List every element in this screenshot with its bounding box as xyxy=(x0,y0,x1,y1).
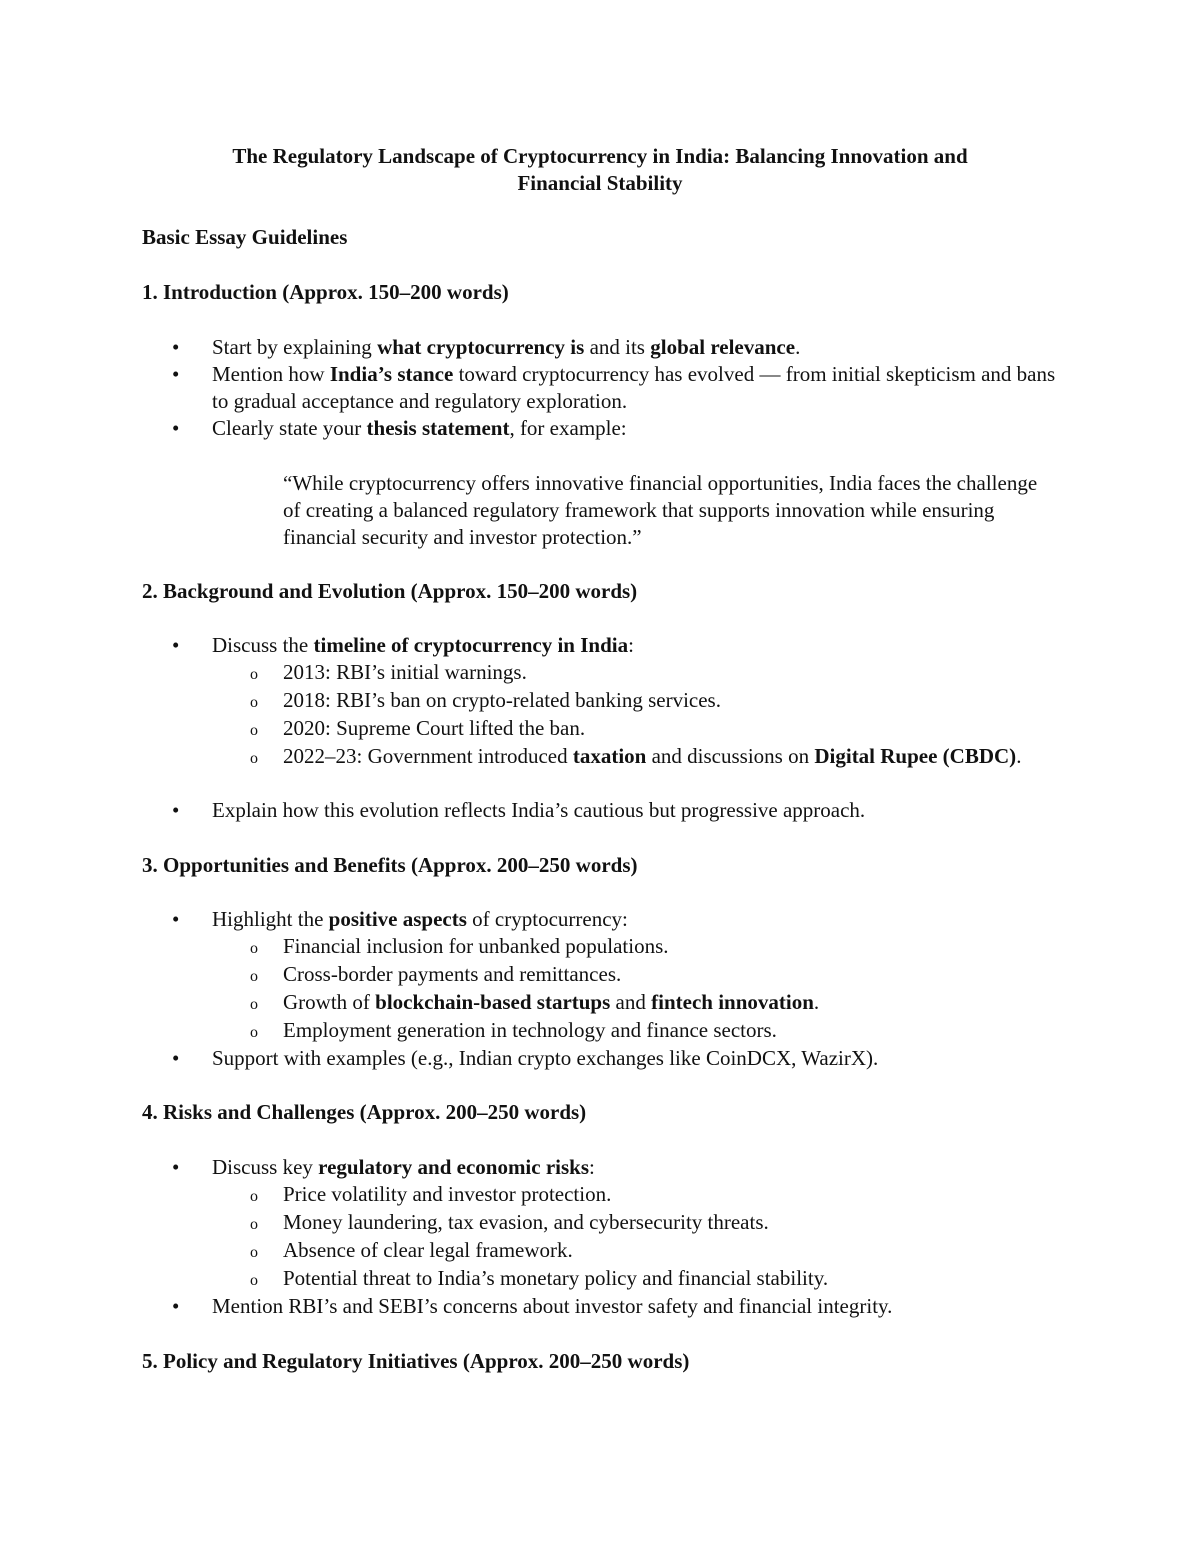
section-3-sub-3 xyxy=(283,989,1063,1016)
text: toward cryptocurrency has evolved — from initial skepticism and bans to gradual acceptance and regulatory exploration. xyxy=(212,362,1056,413)
section-2-sub-2: o 2018: RBI’s ban on crypto-related banking services. xyxy=(283,687,1063,714)
section-5-heading: 5. Policy and Regulatory Initiatives (Approx. 200–250 words) xyxy=(142,1349,690,1373)
text: and discussions on xyxy=(646,744,815,768)
section-4-sub-1: o Price volatility and investor protection. xyxy=(283,1181,1063,1208)
bold-text: blockchain-based startups xyxy=(375,990,611,1014)
bold-text: thesis statement xyxy=(366,416,510,440)
section-2-sub-3: o 2020: Supreme Court lifted the ban. xyxy=(283,715,1063,742)
section-4-sub-4: o Potential threat to India’s monetary policy and financial stability. xyxy=(283,1265,1063,1292)
section-2-sub-1: o 2013: RBI’s initial warnings. xyxy=(283,659,1063,686)
document-title xyxy=(140,143,1060,197)
section-1-bullet-3 xyxy=(212,415,1062,442)
section-4-heading: 4. Risks and Challenges (Approx. 200–250 words) xyxy=(142,1100,587,1124)
section-4-bullet-2: • Mention RBI’s and SEBI’s concerns about investor safety and financial integrity. xyxy=(212,1293,1062,1320)
section-3-sub-4: o Employment generation in technology and finance sectors. xyxy=(283,1017,1063,1044)
bold-text: positive aspects xyxy=(328,907,467,931)
text: Discuss the xyxy=(212,633,314,657)
text: : xyxy=(628,633,634,657)
section-1-bullet-2 xyxy=(212,361,1062,415)
title-line-2: Financial Stability xyxy=(517,171,683,195)
text: . xyxy=(1016,744,1022,768)
text: Growth of xyxy=(283,990,376,1014)
section-3-heading: 3. Opportunities and Benefits (Approx. 200–250 words) xyxy=(142,853,638,877)
text: of cryptocurrency: xyxy=(466,907,628,931)
section-3-sub-1: o Financial inclusion for unbanked populations. xyxy=(283,933,1063,960)
text: Mention how xyxy=(212,362,330,386)
bold-text: regulatory and economic risks xyxy=(318,1155,590,1179)
section-1-heading: 1. Introduction (Approx. 150–200 words) xyxy=(142,280,509,304)
text: Start by explaining xyxy=(212,335,378,359)
text: . xyxy=(813,990,820,1014)
section-4-bullet-1 xyxy=(212,1154,1062,1181)
text: Highlight the xyxy=(212,907,329,931)
bold-text: fintech innovation xyxy=(651,990,814,1014)
section-2-bullet-1 xyxy=(212,632,1062,659)
text: Clearly state your xyxy=(212,416,367,440)
section-2-heading: 2. Background and Evolution (Approx. 150–200 words) xyxy=(142,579,638,603)
text: and xyxy=(610,990,652,1014)
bold-text: what cryptocurrency is xyxy=(377,335,585,359)
bold-text: India’s stance xyxy=(329,362,454,386)
text: . xyxy=(795,335,801,359)
bold-text: Digital Rupee (CBDC) xyxy=(814,744,1017,768)
section-3-bullet-2: • Support with examples (e.g., Indian crypto exchanges like CoinDCX, WazirX). xyxy=(212,1045,1062,1072)
section-2-bullet-2: • Explain how this evolution reflects India’s cautious but progressive approach. xyxy=(212,797,1062,824)
section-3-sub-2: o Cross-border payments and remittances. xyxy=(283,961,1063,988)
thesis-quote: “While cryptocurrency offers innovative financial opportunities, India faces the challenge of creating a balanced regulatory framework that supports innovation while ensuring financial security and investor protection.” xyxy=(283,471,1038,549)
guidelines-heading: Basic Essay Guidelines xyxy=(142,225,348,249)
text: 2022–23: Government introduced xyxy=(283,744,573,768)
text: Discuss key xyxy=(212,1155,319,1179)
bold-text: timeline of cryptocurrency in India xyxy=(313,633,629,657)
text: and its xyxy=(584,335,651,359)
title-line-1: The Regulatory Landscape of Cryptocurrency in India: Balancing Innovation and xyxy=(232,144,968,168)
section-2-sub-4 xyxy=(283,743,1063,770)
text: , for example: xyxy=(509,416,627,440)
bold-text: global relevance xyxy=(650,335,796,359)
bold-text: taxation xyxy=(572,744,647,768)
text: : xyxy=(589,1155,595,1179)
section-4-sub-3: o Absence of clear legal framework. xyxy=(283,1237,1063,1264)
section-3-bullet-1 xyxy=(212,906,1062,933)
section-4-sub-2: o Money laundering, tax evasion, and cybersecurity threats. xyxy=(283,1209,1063,1236)
section-1-bullet-1 xyxy=(212,334,1062,361)
